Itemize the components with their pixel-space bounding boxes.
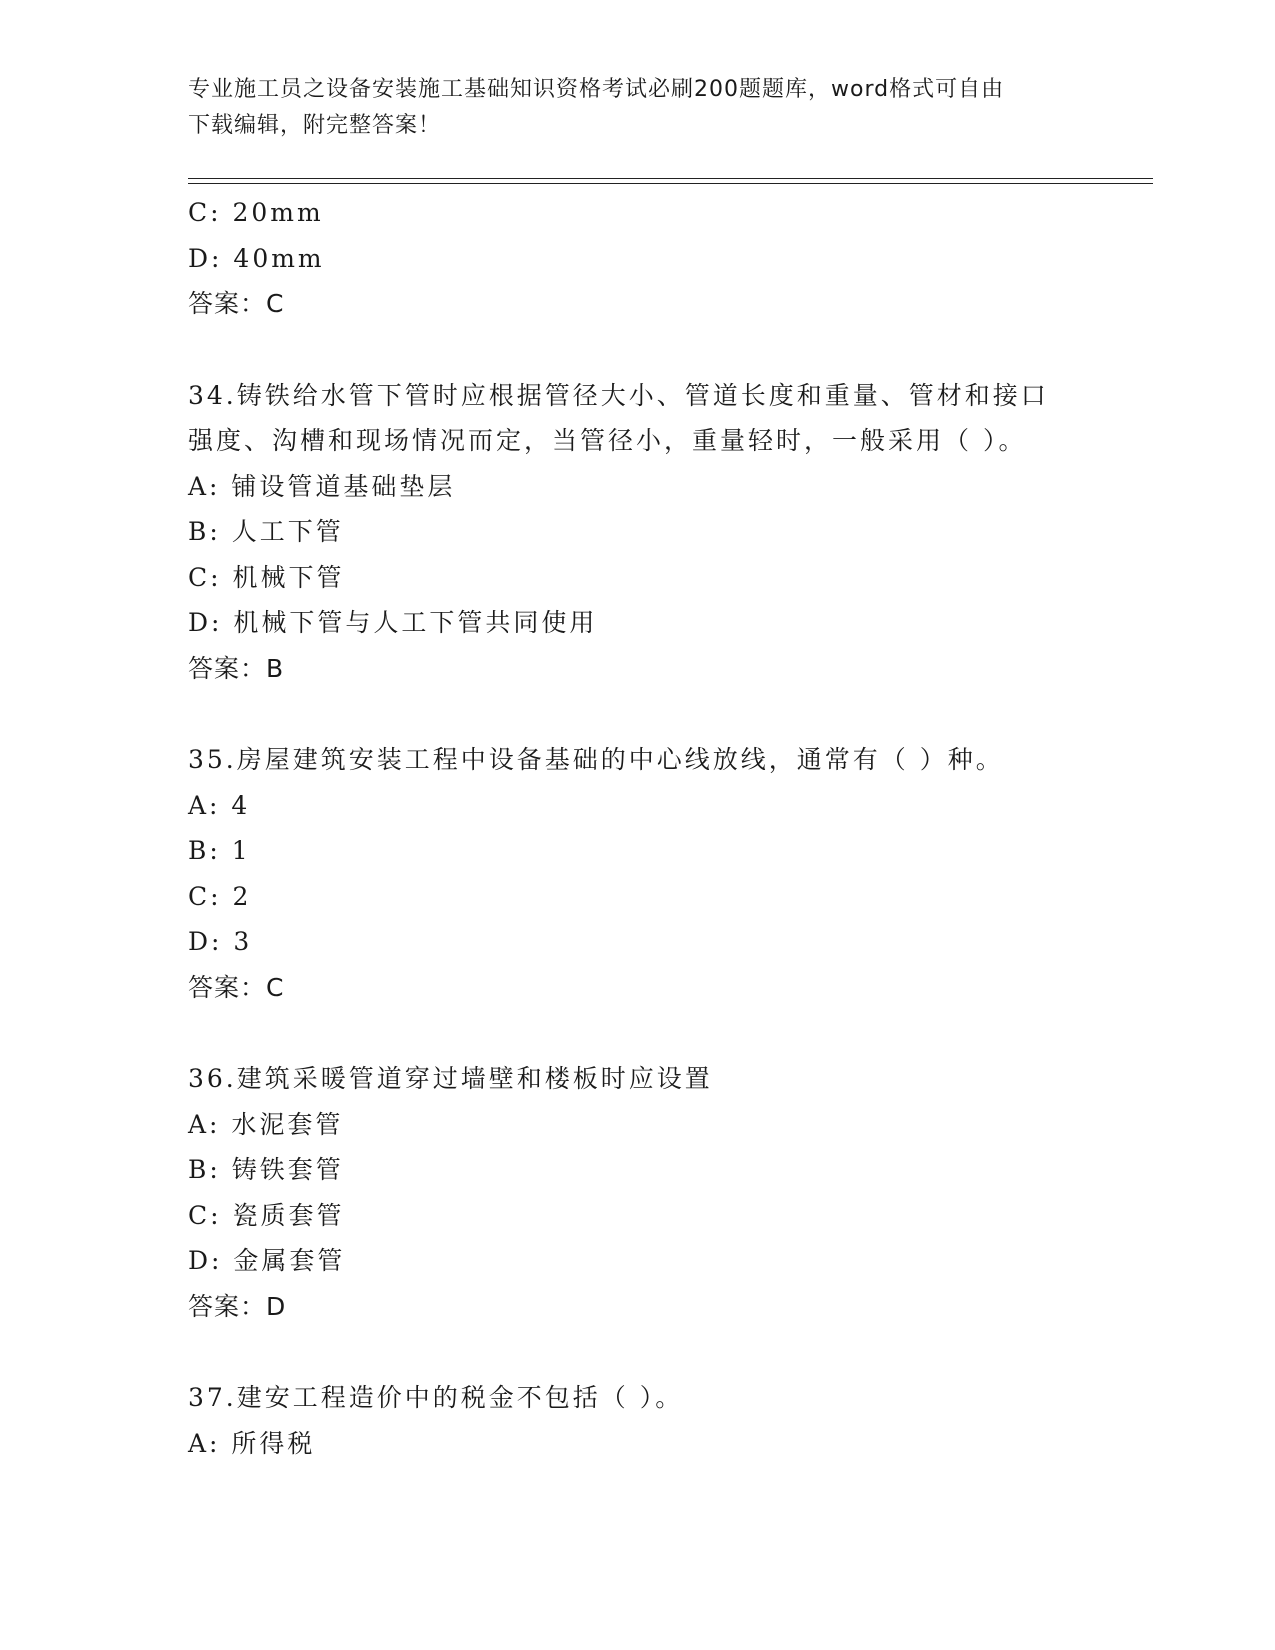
option-item: A: 水泥套管 xyxy=(188,1109,344,1139)
answer-line: 答案：D xyxy=(188,1291,287,1321)
option-item: A: 铺设管道基础垫层 xyxy=(188,471,456,501)
block-spacer xyxy=(188,327,1088,373)
answer-line: 答案：B xyxy=(188,653,285,683)
option-item: D: 40mm xyxy=(188,243,325,273)
header-line-2: 下载编辑，附完整答案！ xyxy=(188,113,442,138)
option-item: D: 机械下管与人工下管共同使用 xyxy=(188,608,598,637)
option-item: D: 金属套管 xyxy=(188,1246,346,1275)
block-spacer xyxy=(188,1010,1088,1056)
question-block xyxy=(188,1375,1088,1466)
question-block xyxy=(188,190,1088,327)
answer-line: 答案：C xyxy=(188,972,285,1002)
option-item: C: 20mm xyxy=(188,198,324,227)
block-spacer xyxy=(188,691,1088,737)
question-text: 强度、沟槽和现场情况而定，当管径小，重量轻时，一般采用（ ）。 xyxy=(188,426,1027,455)
option-item: D: 3 xyxy=(188,927,253,956)
question-block xyxy=(188,1056,1088,1329)
header-divider-bottom xyxy=(188,183,1153,184)
header-divider-top xyxy=(188,178,1153,179)
option-item: B: 1 xyxy=(188,836,251,865)
option-item: C: 2 xyxy=(188,881,252,911)
question-block xyxy=(188,737,1088,1010)
option-item: A: 4 xyxy=(188,790,251,820)
question-text: 36.建筑采暖管道穿过墙壁和楼板时应设置 xyxy=(188,1064,713,1093)
question-text: 34.铸铁给水管下管时应根据管径大小、管道长度和重量、管材和接口 xyxy=(188,380,1049,410)
option-item: A: 所得税 xyxy=(188,1428,316,1458)
option-item: B: 铸铁套管 xyxy=(188,1155,344,1184)
question-list xyxy=(188,190,1088,1466)
option-item: C: 机械下管 xyxy=(188,562,345,592)
option-item: C: 瓷质套管 xyxy=(188,1200,345,1230)
document-header xyxy=(188,72,1068,144)
block-spacer xyxy=(188,1329,1088,1375)
question-block xyxy=(188,373,1088,692)
option-item: B: 人工下管 xyxy=(188,517,344,546)
question-text: 35.房屋建筑安装工程中设备基础的中心线放线，通常有（ ）种。 xyxy=(188,745,1004,774)
question-text: 37.建安工程造价中的税金不包括（ ）。 xyxy=(188,1383,684,1412)
answer-line: 答案：C xyxy=(188,289,285,318)
header-line-1: 专业施工员之设备安装施工基础知识资格考试必刷200题题库，word格式可自由 xyxy=(188,77,1005,102)
